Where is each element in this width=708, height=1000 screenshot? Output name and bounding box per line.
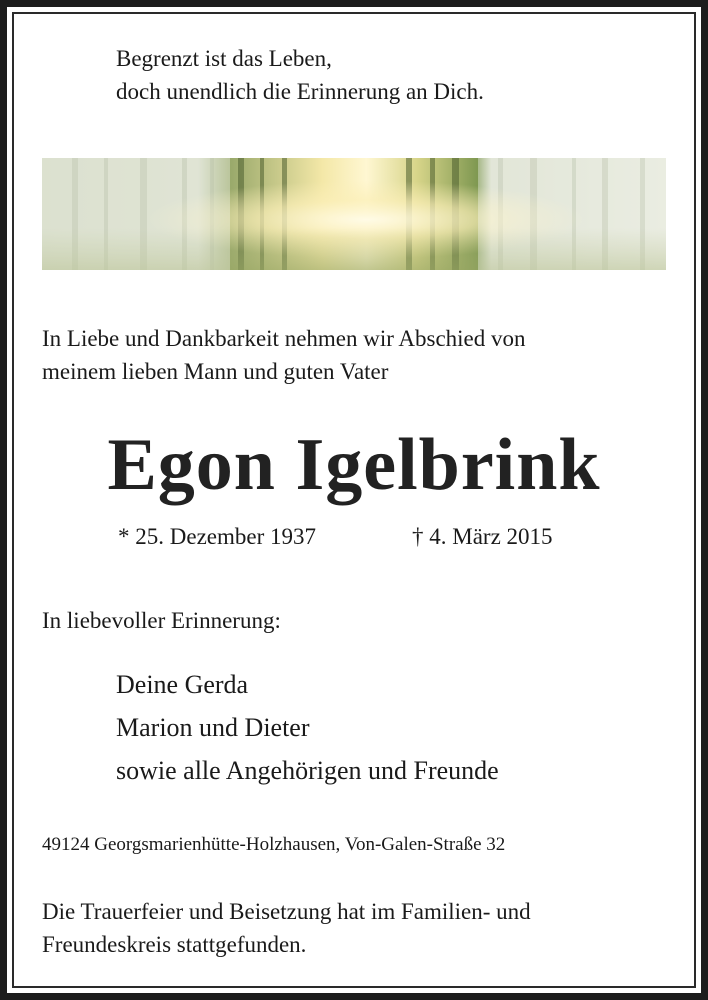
memory-heading: In liebevoller Erinnerung: xyxy=(42,608,281,633)
mourner-name: sowie alle Angehörigen und Freunde xyxy=(116,756,499,785)
intro-text xyxy=(42,322,666,388)
family-address: 49124 Georgsmarienhütte-Holzhausen, Von-Galen-Straße 32 xyxy=(42,834,506,855)
closing-text xyxy=(42,895,666,961)
death-date: † 4. März 2015 xyxy=(412,524,553,549)
mourner-name: Marion und Dieter xyxy=(116,713,310,742)
deceased-name: Egon Igelbrink xyxy=(107,424,601,506)
forest-light-image xyxy=(42,158,666,270)
intro-line-1: In Liebe und Dankbarkeit nehmen wir Abschied von xyxy=(42,326,526,351)
intro-line-2: meinem lieben Mann und guten Vater xyxy=(42,359,389,384)
closing-line-2: Freundeskreis stattgefunden. xyxy=(42,932,307,957)
closing-line-1: Die Trauerfeier und Beisetzung hat im Familien- und xyxy=(42,899,531,924)
motto-line-2: doch unendlich die Erinnerung an Dich. xyxy=(116,79,484,104)
mourner-name: Deine Gerda xyxy=(116,670,249,699)
birth-date: * 25. Dezember 1937 xyxy=(118,524,316,549)
motto-quote xyxy=(116,42,484,108)
motto-line-1: Begrenzt ist das Leben, xyxy=(116,46,332,71)
